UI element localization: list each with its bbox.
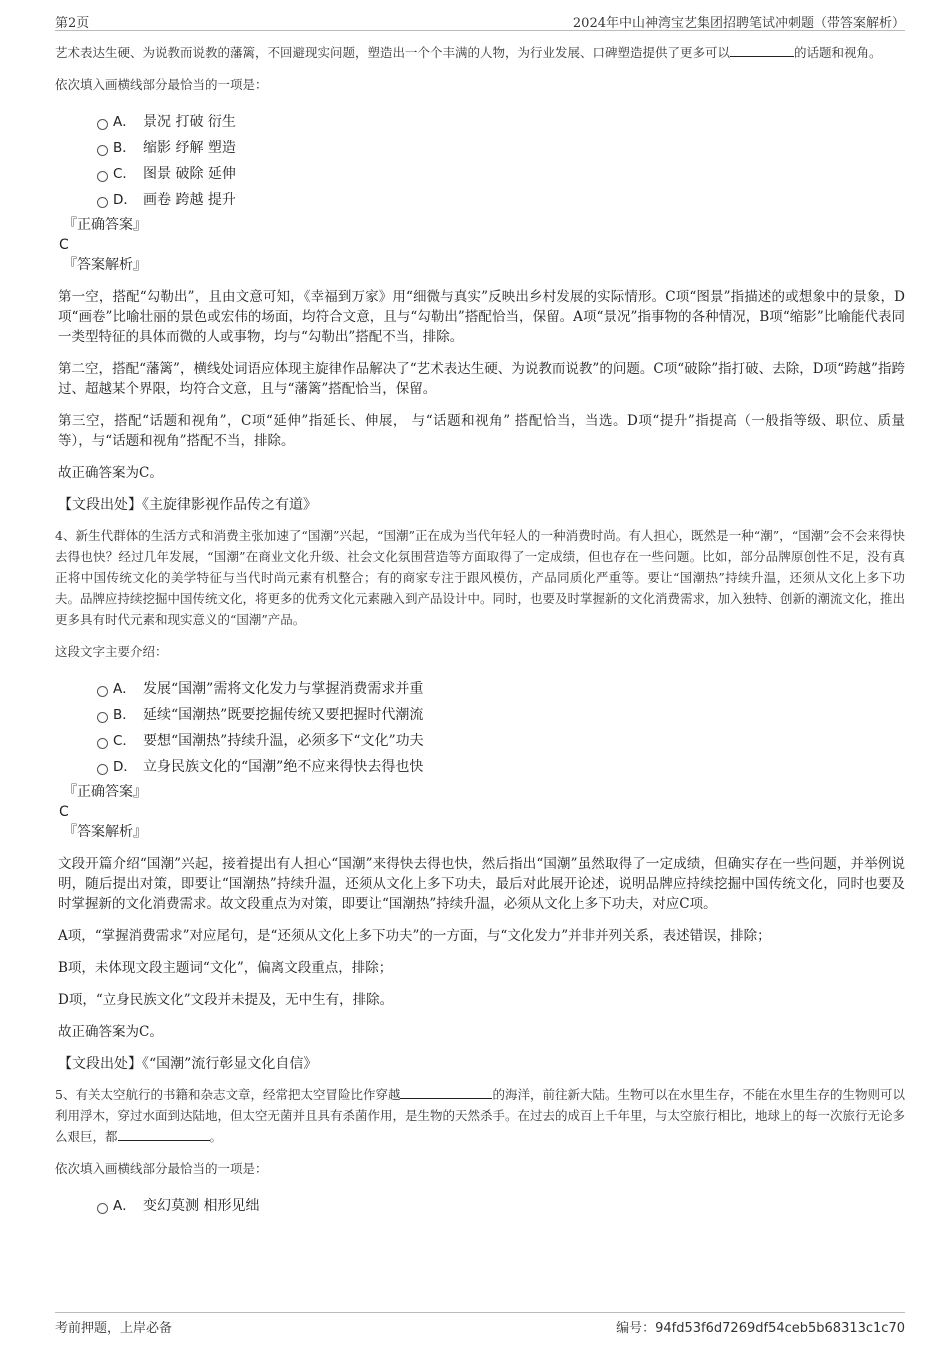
radio-icon[interactable] (97, 764, 108, 775)
q3-option-b[interactable]: B． 缩影 纾解 塑造 (55, 135, 905, 161)
radio-icon[interactable] (97, 171, 108, 182)
answer-label: 『正确答案』 (63, 217, 147, 233)
analysis-paragraph: D项，“立身民族文化”文段并未提及，无中生有，排除。 (58, 992, 394, 1008)
q3-options (55, 109, 905, 213)
radio-icon[interactable] (97, 686, 108, 697)
document-title: 2024年中山神湾宝艺集团招聘笔试冲刺题（带答案解析） (572, 16, 905, 31)
blank (118, 1128, 210, 1141)
page-number: 第2页 (55, 16, 90, 31)
analysis-paragraph: 第三空，搭配“话题和视角”，C项“延伸”指延长、伸展， 与“话题和视角” 搭配恰当，当选。D项“提升”指提高（一般指等级、职位、质量等），与“话题和视角”搭配不当，排除。 (58, 413, 905, 449)
radio-icon[interactable] (97, 738, 108, 749)
analysis-paragraph: A项，“掌握消费需求”对应尾句，是“还须从文化上多下功夫”的一方面，与“文化发力”并非并列关系，表述错误，排除； (58, 928, 771, 944)
q5-instruction: 依次填入画横线部分最恰当的一项是： (55, 1161, 268, 1176)
analysis-paragraph: 第一空，搭配“勾勒出”，且由文意可知，《幸福到万家》用“细微与真实”反映出乡村发展的实际情形。C项“图景”指描述的或想象中的景象，D项“画卷”比喻壮丽的景色或宏伟的场面，均符合文意，且与“勾勒出”搭配恰当，保留。A项“景况”指事物的各种情况，B项“缩影”比喻能代表同一类型特征的具体而微的人或事物，均与“勾勒出”搭配不当，排除。 (58, 289, 905, 345)
footer-slogan: 考前押题，上岸必备 (55, 1321, 173, 1336)
q4-option-d[interactable]: D． 立身民族文化的“国潮”绝不应来得快去得也快 (55, 754, 905, 780)
radio-icon[interactable] (97, 1203, 108, 1214)
answer-label: 『正确答案』 (63, 784, 147, 800)
q5-options (55, 1193, 905, 1219)
analysis-conclusion: 故正确答案为C。 (58, 465, 163, 481)
q5-option-a[interactable]: A． 变幻莫测 相形见绌 (55, 1193, 905, 1219)
q4-stem: 4、新生代群体的生活方式和消费主张加速了“国潮”兴起，“国潮”正在成为当代年轻人的一种消费时尚。有人担心，既然是一种“潮”，“国潮”会不会来得快去得也快？经过几年发展，“国潮”在商业文化升级、社会文化氛围营造等方面取得了一定成绩，但也存在一些问题。比如，部分品牌原创性不足，没有真正将中国传统文化的美学特征与当代时尚元素有机整合；有的商家专注于跟风模仿，产品同质化严重等。要让“国潮热”持续升温，还须从文化上多下功夫。品牌应持续挖掘中国传统文化，将更多的优秀文化元素融入到产品设计中。同时，也要及时掌握新的文化消费需求，加入独特、创新的潮流文化，推出更多具有时代元素和现实意义的“国潮”产品。 (55, 528, 906, 627)
document-body (55, 42, 905, 1219)
q3-option-a[interactable]: A． 景况 打破 衍生 (55, 109, 905, 135)
page-footer (55, 1312, 905, 1335)
q3-instruction: 依次填入画横线部分最恰当的一项是： (55, 77, 268, 92)
q3-option-c[interactable]: C． 图景 破除 延伸 (55, 161, 905, 187)
analysis-paragraph: 第二空，搭配“藩篱”，横线处词语应体现主旋律作品解决了“艺术表达生硬、为说教而说教”的问题。C项“破除”指打破、去除，D项“跨越”指跨过、超越某个界限，均符合文意，且与“藩篱”搭配恰当，保留。 (58, 361, 905, 397)
radio-icon[interactable] (97, 712, 108, 723)
q4-option-b[interactable]: B． 延续“国潮热”既要挖掘传统又要把握时代潮流 (55, 702, 905, 728)
analysis-conclusion: 故正确答案为C。 (58, 1024, 163, 1040)
source-citation: 【文段出处】《“国潮”流行彰显文化自信》 (58, 1056, 318, 1072)
q5-stem: 5、有关太空航行的书籍和杂志文章，经常把太空冒险比作穿越 的海洋，前往新大陆。生物可以在水里生存，不能在水里生存的生物则可以利用浮木，穿过水面到达陆地，但太空无菌并且具有杀菌作用，是生物的天然杀手。在过去的成百上千年里，与太空旅行相比，地球上的每一次旅行无论多么艰巨，都 。 (55, 1087, 906, 1144)
answer-value: C (59, 804, 69, 820)
q4-instruction: 这段文字主要介绍： (55, 644, 168, 659)
analysis-paragraph: B项，未体现文段主题词“文化”，偏离文段重点，排除； (58, 960, 393, 976)
blank (730, 44, 794, 57)
q3-option-d[interactable]: D． 画卷 跨越 提升 (55, 187, 905, 213)
radio-icon[interactable] (97, 145, 108, 156)
analysis-label: 『答案解析』 (63, 824, 147, 840)
analysis-paragraph: 文段开篇介绍“国潮”兴起，接着提出有人担心“国潮”来得快去得也快，然后指出“国潮”虽然取得了一定成绩，但确实存在一些问题，并举例说明，随后提出对策，即要让“国潮热”持续升温，还须从文化上多下功夫，最后对此展开论述，说明品牌应持续挖掘中国传统文化，同时也要及时掌握新的文化消费需求。故文段重点为对策，即要让“国潮热”持续升温，必须从文化上多下功夫，对应C项。 (58, 856, 905, 912)
q4-option-a[interactable]: A． 发展“国潮”需将文化发力与掌握消费需求并重 (55, 676, 905, 702)
page-header (55, 8, 905, 31)
answer-value: C (59, 237, 69, 253)
q4-option-c[interactable]: C． 要想“国潮热”持续升温，必须多下“文化”功夫 (55, 728, 905, 754)
document-id: 编号：94fd53f6d7269df54ceb5b68313c1c70 (616, 1321, 905, 1336)
radio-icon[interactable] (97, 197, 108, 208)
source-citation: 【文段出处】《主旋律影视作品传之有道》 (58, 497, 317, 513)
q4-options (55, 676, 905, 780)
analysis-label: 『答案解析』 (63, 257, 147, 273)
q3-stem: 艺术表达生硬、为说教而说教的藩篱，不回避现实问题，塑造出一个个丰满的人物，为行业发展、口碑塑造提供了更多可以 的话题和视角。 (55, 45, 882, 60)
radio-icon[interactable] (97, 119, 108, 130)
blank (400, 1086, 492, 1099)
